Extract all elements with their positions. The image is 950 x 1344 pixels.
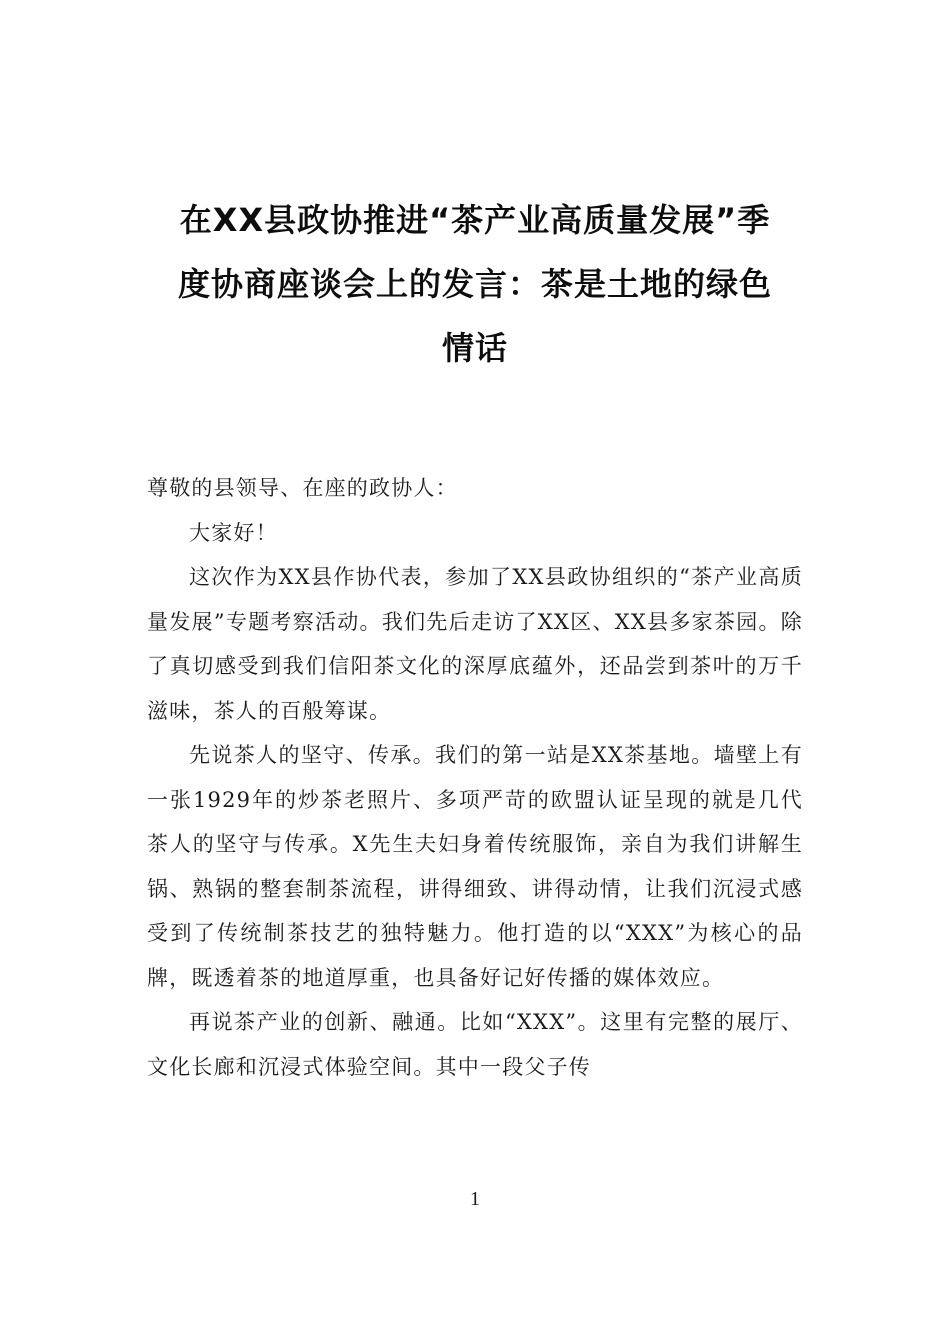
paragraph: 再说茶产业的创新、融通。比如“XXX”。这里有完整的展厅、文化长廊和沉浸式体验空间。其中一段父子传 (147, 1010, 803, 1079)
document-body (147, 466, 803, 1089)
document-title (145, 188, 805, 380)
paragraph: 先说茶人的坚守、传承。我们的第一站是XX茶基地。墙壁上有一张1929年的炒茶老照片、多项严苛的欧盟认证呈现的就是几代茶人的坚守与传承。X先生夫妇身着传统服饰，亲自为我们讲解生锅、熟锅的整套制茶流程，讲得细致、讲得动情，让我们沉浸式感受到了传统制茶技艺的独特魅力。他打造的以“XXX”为核心的品牌，既透着茶的地道厚重，也具备好记好传播的媒体效应。 (147, 743, 803, 990)
paragraph: 大家好！ (189, 520, 278, 545)
title-line: 情话 (441, 329, 508, 367)
title-line: 在XX县政协推进“茶产业高质量发展”季 (179, 201, 771, 239)
title-line: 度协商座谈会上的发言：茶是土地的绿色 (177, 265, 772, 303)
salutation: 尊敬的县领导、在座的政协人： (147, 476, 458, 500)
paragraph: 这次作为XX县作协代表，参加了XX县政协组织的“茶产业高质量发展”专题考察活动。我们先后走访了XX区、XX县多家茶园。除了真切感受到我们信阳茶文化的深厚底蕴外，还品尝到茶叶的万千滋味，茶人的百般筹谋。 (147, 565, 803, 723)
page-number: 1 (470, 1188, 480, 1210)
